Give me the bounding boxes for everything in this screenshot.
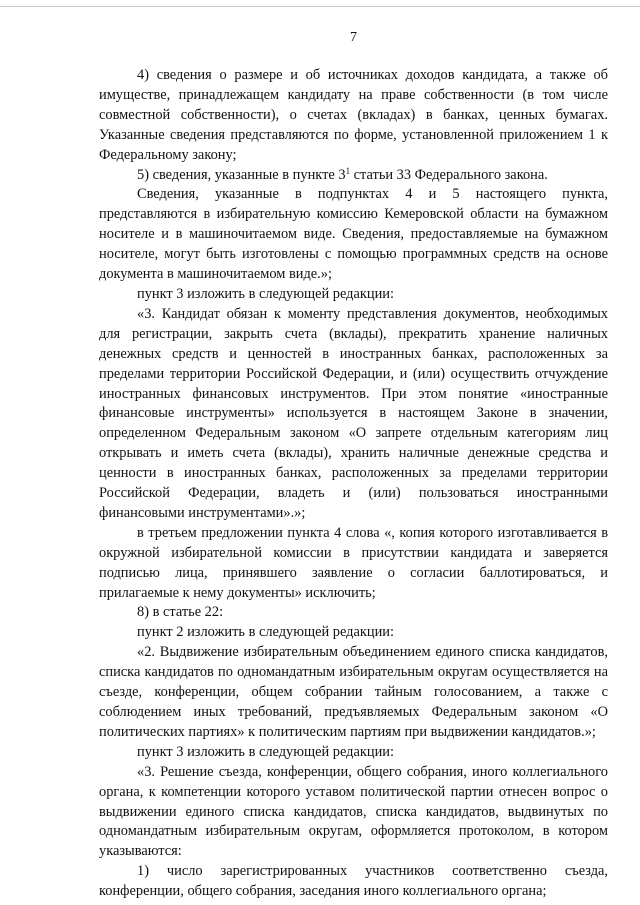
paragraph-subitem-5-before: 5) сведения, указанные в пункте 3: [137, 166, 346, 183]
paragraph-point-2-nomination: «2. Выдвижение избирательным объединением единого списка кандидатов, списка кандидатов по одномандатным избирательным округам осуществляется на съезде, конференции, общем собрании тайным голосованием, а также с соблюдением иных требований, предъявляемых Федеральным законом «О политических партиях» к политическим партиям при выдвижении кандидатов.»;: [99, 644, 608, 740]
paragraph-subitem-1-participants: 1) число зарегистрированных участников соответственно съезда, конференции, общего собрания, заседания иного коллегиального органа;: [99, 863, 608, 900]
paragraph-amend-point-2: пункт 2 изложить в следующей редакции:: [137, 624, 394, 641]
scan-top-edge: [0, 6, 640, 7]
paragraph-subitem-4: 4) сведения о размере и об источниках доходов кандидата, а также об имуществе, принадлежащем кандидату на праве собственности (в том числе совместной собственности), о счетах (вкладах) в банках, ценных бумагах. Указанные сведения представляются по форме, установленной приложением 1 к Федеральному закону;: [99, 67, 608, 163]
superscript-index: 1: [345, 165, 351, 176]
paragraph-amend-point-3-second: пункт 3 изложить в следующей редакции:: [137, 743, 394, 760]
paragraph-subitem-5: [99, 166, 608, 186]
page-number: 7: [350, 30, 357, 45]
paragraph-point-4-exclusion: в третьем предложении пункта 4 слова «, копия которого изготавливается в окружной избирательной комиссии в присутствии кандидата и заверяется подписью лица, принявшего заявление о согласии баллотироваться, и прилагаемые к нему документы» исключить;: [99, 524, 608, 601]
paragraph-submission-info: Сведения, указанные в подпунктах 4 и 5 настоящего пункта, представляются в избирательную комиссию Кемеровской области на бумажном носителе и в машиночитаемом виде. Сведения, предоставляемые на бумажном носителе, могут быть изготовлены с помощью программных средств на основе документа в машиночитаемом виде.»;: [99, 186, 608, 283]
paragraph-subitem-5-after: статьи 33 Федерального закона.: [350, 166, 548, 183]
paragraph-amend-point-3: пункт 3 изложить в следующей редакции:: [137, 285, 394, 302]
paragraph-article-22: 8) в статье 22:: [137, 604, 224, 621]
paragraph-point-3-foreign-accounts: «3. Кандидат обязан к моменту представления документов, необходимых для регистрации, закрыть счета (вклады), прекратить хранение наличных денежных средств и ценностей в иностранных банках, расположенных за пределами территории Российской Федерации, и (или) осуществить отчуждение иностранных финансовых инструментов. При этом понятие «иностранные финансовые инструменты» используется в настоящем Законе в значении, определенном Федеральным законом «О запрете отдельным категориям лиц открывать и иметь счета (вклады), хранить наличные денежные средства и ценности в иностранных банках, расположенных за пределами территории Российской Федерации, владеть и (или) пользоваться иностранными финансовыми инструментами».»;: [99, 305, 608, 521]
paragraph-point-3-decision: «3. Решение съезда, конференции, общего собрания, иного коллегиального органа, к компетенции которого уставом политической партии отнесен вопрос о выдвижении единого списка кандидатов, списка кандидатов, выдвинутых по одномандатным избирательным округам, оформляется протоколом, в котором указываются:: [99, 763, 608, 860]
